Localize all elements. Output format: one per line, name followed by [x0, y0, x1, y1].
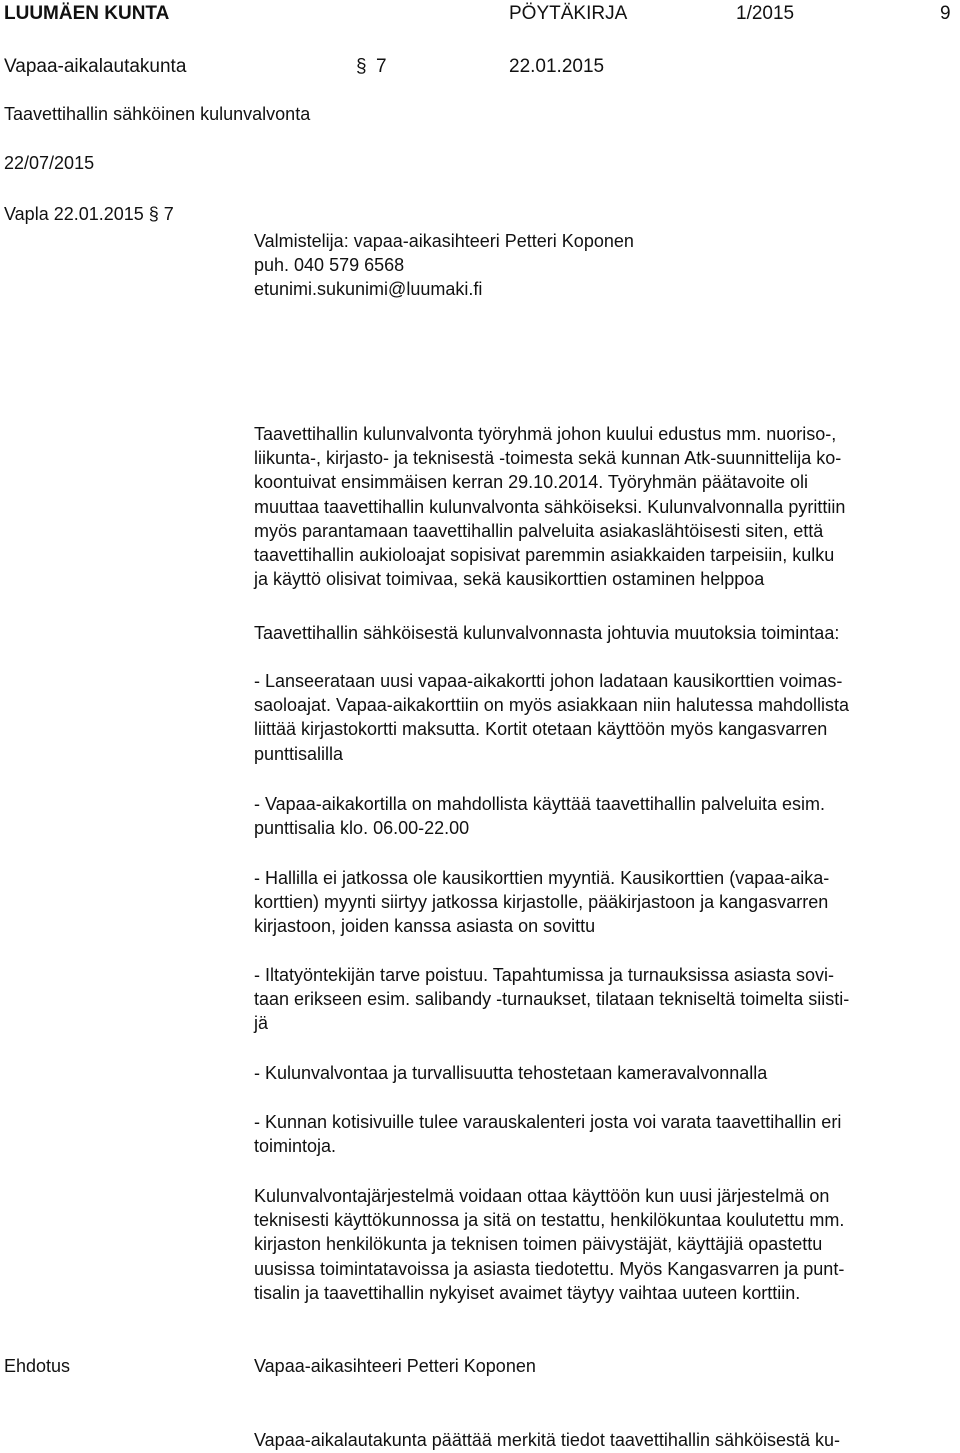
preparer-email[interactable]: etunimi.sukunimi@luumaki.fi — [254, 279, 483, 300]
list-item-leisure-card — [254, 669, 954, 766]
paragraph-line: Taavettihallin sähköisestä kulunvalvonnasta johtuvia muutoksia toimintaa: — [254, 623, 840, 643]
paragraph-line: liittää kirjastokortti maksutta. Kortit otetaan käyttöön myös kangasvarren — [254, 719, 828, 740]
list-item-card-sales — [254, 866, 954, 939]
preparer-name: Valmistelija: vapaa-aikasihteeri Petteri Koponen — [254, 231, 634, 251]
paragraph-line: tisalin ja taavettihallin nykyiset avaimet täytyy vaihtaa uuteen korttiin. — [254, 1282, 801, 1303]
meeting-date: 22.01.2015 — [509, 56, 605, 77]
paragraph-line: - Vapaa-aikakortilla on mahdollista käyttää taavettihallin palveluita esim. — [254, 794, 825, 814]
proposal-text: Vapaa-aikalautakunta päättää merkitä tiedot taavettihallin sähköisestä ku- — [254, 1430, 841, 1450]
preparer-block — [254, 229, 954, 302]
paragraph-changes-intro — [254, 621, 954, 645]
list-item-calendar — [254, 1110, 954, 1158]
page-title: Taavettihallin sähköinen kulunvalvonta — [4, 104, 311, 124]
reference-code: 22/07/2015 — [4, 153, 95, 173]
section-sign: § — [356, 56, 367, 77]
committee-name: Vapaa-aikalautakunta — [4, 56, 187, 77]
paragraph-line: toimintoja. — [254, 1136, 337, 1157]
paragraph-line: taan erikseen esim. salibandy -turnaukset, tilataan tekniseltä toimelta siisti- — [254, 989, 850, 1010]
paragraph-line: kirjastoon, joiden kanssa asiasta on sovittu — [254, 916, 596, 937]
paragraph-line: saoloajat. Vapaa-aikakorttiin on myös asiakkaan niin halutessa mahdollista — [254, 695, 850, 716]
previous-reference: Vapla 22.01.2015 § 7 — [4, 204, 174, 224]
list-item-camera — [254, 1061, 954, 1085]
page-number: 9 — [940, 3, 951, 24]
paragraph-line: ja käyttö olisivat toimivaa, sekä kausikorttien ostaminen helppoa — [254, 569, 765, 590]
document-number: 1/2015 — [736, 3, 795, 24]
proposal-label: Ehdotus — [4, 1356, 71, 1376]
section-number: 7 — [376, 56, 387, 77]
paragraph-line: koontuivat ensimmäisen kerran 29.10.2014. Työryhmän päätavoite oli — [254, 472, 808, 493]
paragraph-line: - Iltatyöntekijän tarve poistuu. Tapahtumissa ja turnauksissa asiasta sovi- — [254, 965, 834, 985]
paragraph-line: myös parantamaan taavettihallin palveluita asiakaslähtöisesti siten, että — [254, 520, 824, 541]
paragraph-background — [254, 422, 954, 591]
paragraph-line: - Kulunvalvontaa ja turvallisuutta tehostetaan kameravalvonnalla — [254, 1063, 768, 1083]
paragraph-line: kirjaston henkilökunta ja teknisen toimen päivystäjät, käyttäjiä opastettu — [254, 1234, 823, 1255]
paragraph-line: - Kunnan kotisivuille tulee varauskalenteri josta voi varata taavettihallin eri — [254, 1112, 842, 1132]
paragraph-line: korttien) myynti siirtyy jatkossa kirjastolle, pääkirjastoon ja kangasvarren — [254, 892, 829, 913]
preparer-phone: puh. 040 579 6568 — [254, 255, 405, 276]
paragraph-line: muuttaa taavettihallin kulunvalvonta sähköiseksi. Kulunvalvonnalla pyrittiin — [254, 496, 846, 517]
paragraph-line: uusissa toimintatavoissa ja asiasta tiedotettu. Myös Kangasvarren ja punt- — [254, 1258, 845, 1279]
paragraph-line: - Hallilla ei jatkossa ole kausikorttien myyntiä. Kausikorttien (vapaa-aika- — [254, 868, 830, 888]
paragraph-line: - Lanseerataan uusi vapaa-aikakortti johon ladataan kausikorttien voimas- — [254, 671, 843, 691]
paragraph-line: Kulunvalvontajärjestelmä voidaan ottaa käyttöön kun uusi järjestelmä on — [254, 1186, 830, 1206]
document-type: PÖYTÄKIRJA — [509, 3, 628, 24]
paragraph-line: punttisalia klo. 06.00-22.00 — [254, 818, 470, 839]
paragraph-deployment — [254, 1184, 954, 1305]
paragraph-line: taavettihallin aukioloajat sopisivat paremmin asiakkaiden tarpeisiin, kulku — [254, 545, 835, 566]
paragraph-line: Taavettihallin kulunvalvonta työryhmä johon kuului edustus mm. nuoriso-, — [254, 424, 837, 444]
list-item-services — [254, 792, 954, 840]
paragraph-line: jä — [254, 1013, 269, 1034]
paragraph-line: teknisesti käyttökunnossa ja sitä on testattu, henkilökuntaa koulutettu mm. — [254, 1210, 845, 1231]
list-item-evening-staff — [254, 963, 954, 1036]
paragraph-line: punttisalilla — [254, 743, 344, 764]
proposal-author: Vapaa-aikasihteeri Petteri Koponen — [254, 1356, 536, 1376]
organization-name: LUUMÄEN KUNTA — [4, 3, 170, 24]
paragraph-line: liikunta-, kirjasto- ja teknisestä -toimesta sekä kunnan Atk-suunnittelija ko- — [254, 448, 842, 469]
